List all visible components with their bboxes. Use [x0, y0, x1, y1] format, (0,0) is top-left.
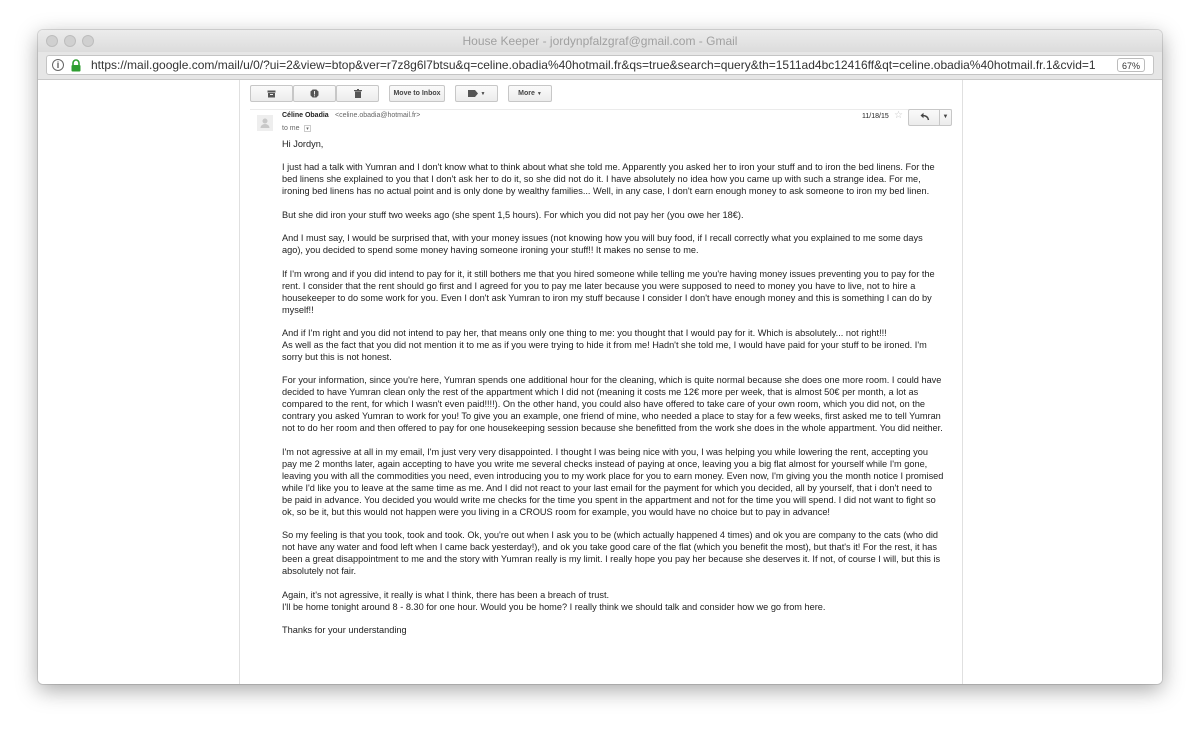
- message-paragraph: And if I'm right and you did not intend to pay her, that means only one thing to me: you thought that I would pay for it. Which is absolutely... not right!!! As well as the fact that you did not mention it to me as if you were trying to hide it from me! Hadn't she told me, I would have paid for your stuff to be ironed. I'm sorry but this is not honest.: [282, 327, 927, 362]
- divider: [250, 109, 952, 110]
- label-icon: [468, 90, 478, 97]
- reply-icon: [909, 110, 941, 125]
- report-spam-icon: [310, 89, 319, 98]
- message-paragraph: I'm not agressive at all in my email, I'm just very very disappointed. I thought I was being nice with you, I was helping you while lowering the rent, accepting you pay me 2 months later, again accepting to have you write me several checks instead of paying at once, leaving you a big flat almost for yourself while I'm gone, leaving you with all the commodities you need, even introducing you to my work place for you to earn money. Even now, I'm giving you the month notice I promised while I'd like you to leave at the same time as me. And I did not react to your last email for the payment for which you decided, all by yourself, that i don't need to be paid in advance. You decided you would write me checks for the time you spent in the appartment and not for the time you will spend. I did not want to fight so ok, so be it, but this would not happen were you living in a CROUS room for example, you would have no choice but to pay in advance!: [282, 446, 944, 517]
- message-paragraph: Hi Jordyn,: [282, 139, 324, 149]
- message-paragraph: Again, it's not agressive, it really is what I think, there has been a breach of trust. I'll be home tonight around 8 - 8.30 for one hour. Would you be home? I really think we should talk and consider how we go from here.: [282, 589, 826, 612]
- archive-button[interactable]: [250, 85, 293, 102]
- move-to-inbox-button[interactable]: Move to Inbox: [389, 85, 445, 102]
- message-body: [282, 138, 944, 647]
- url-field[interactable]: [46, 55, 1154, 75]
- avatar: [257, 115, 273, 131]
- reply-button[interactable]: [908, 109, 940, 126]
- message-paragraph: If I'm wrong and if you did intend to pay for it, it still bothers me that you hired someone while telling me you're having money issues preventing you to pay for the rent. I consider that the rent should go first and I agreed for you to pay me later because you were supposed to need to money you have to live, not to hire a housekeeper to do some work for you. Even I don't ask Yumran to iron my stuff because I consider I don't have enough money and this is something I can do by myself!!: [282, 268, 935, 315]
- zoom-level[interactable]: 67%: [1117, 58, 1145, 72]
- close-window-button[interactable]: [46, 35, 58, 47]
- archive-icon: [267, 90, 276, 98]
- message-column: [239, 80, 963, 684]
- lock-icon: [70, 59, 82, 72]
- chevron-down-icon: ▼: [536, 90, 542, 97]
- message-paragraph: Thanks for your understanding: [282, 624, 407, 635]
- title-bar: [38, 30, 1162, 52]
- show-details-button[interactable]: ▾: [304, 125, 311, 132]
- zoom-window-button[interactable]: [82, 35, 94, 47]
- message-date: 11/18/15: [862, 113, 889, 120]
- browser-window: [38, 30, 1162, 684]
- report-spam-button[interactable]: [293, 85, 336, 102]
- sender-email: <celine.obadia@hotmail.fr>: [335, 112, 421, 119]
- chevron-down-icon: ▼: [480, 90, 486, 97]
- gmail-content: [38, 80, 1162, 684]
- sender-name: Céline Obadia: [282, 112, 329, 119]
- more-actions-button[interactable]: ▼: [939, 109, 952, 126]
- message-paragraph: I just had a talk with Yumran and I don't know what to think about what she told me. Apparently you asked her to iron your stuff and to iron the bed linens. For the bed linens she explained to you that I don't ask her to do it, so she did not do it. I have absolutely no idea how you came up with such a strange idea. For me, ironing bed linens has no actual point and is only done by wealthy families... Well, in any case, I don't earn enough money to ask someone to iron my bed linen.: [282, 162, 935, 197]
- message-paragraph: For your information, since you're here, Yumran spends one additional hour for the cleaning, which is quite normal because she does one more room. I could have decided to have Yumran clean only the rest of the appartment which I did not (meaning it costs me 12€ more per week, that is almost 50€ per month, a lot as compared to the rent, for which I wasn't even paid!!!!). On the other hand, you could also have offered to take care of your own room, which you did not, on the contrary you asked Yumran to work for you! To give you an example, one friend of mine, who needed a place to stay for a few weeks, first asked me to tell Yumran not to do her room and then offered to pay for one housekeeping session because she benefitted from the work she does in the whole appartment. You did neither.: [282, 375, 943, 434]
- minimize-window-button[interactable]: [64, 35, 76, 47]
- window-title: House Keeper - jordynpfalzgraf@gmail.com - Gmail: [462, 34, 738, 48]
- address-bar: [38, 52, 1162, 80]
- labels-button[interactable]: [455, 85, 498, 102]
- more-label: More: [518, 90, 535, 97]
- message-paragraph: But she did iron your stuff two weeks ago (she spent 1,5 hours). For which you did not pay her (you owe her 18€).: [282, 209, 744, 220]
- person-icon: [257, 115, 273, 131]
- more-button[interactable]: [508, 85, 552, 102]
- trash-icon: [354, 89, 362, 98]
- recipient-label: to me: [282, 125, 300, 132]
- url-text[interactable]: https://mail.google.com/mail/u/0/?ui=2&view=btop&ver=r7z8g6l7btsu&q=celine.obadia%40hotmail.fr&qs=true&search=query&th=1511ad4bc12416ff&qt=celine.obadia%40hotmail.fr.1&cvid=1: [91, 58, 1096, 72]
- info-icon[interactable]: i: [52, 59, 64, 71]
- message-paragraph: So my feeling is that you took, took and took. Ok, you're out when I ask you to be (which actually happened 4 times) and ok you are company to the cats (who did not have any water and food left when I came back yesterday!), and ok you take good care of the flat (which you benefit the most), but that's it! For the rest, it has been a great disappointment to me and the story with Yumran really is my limit. I really hope you pay her because she deserves it. If not, of course I will, but this is absolutely not fair.: [282, 530, 941, 577]
- delete-button[interactable]: [336, 85, 379, 102]
- star-icon[interactable]: ☆: [894, 110, 903, 121]
- message-paragraph: And I must say, I would be surprised that, with your money issues (not knowing how you will buy food, if I recall correctly what you explained to me some days ago), you decided to spend some money having someone ironing your stuff!! It makes no sense to me.: [282, 233, 923, 256]
